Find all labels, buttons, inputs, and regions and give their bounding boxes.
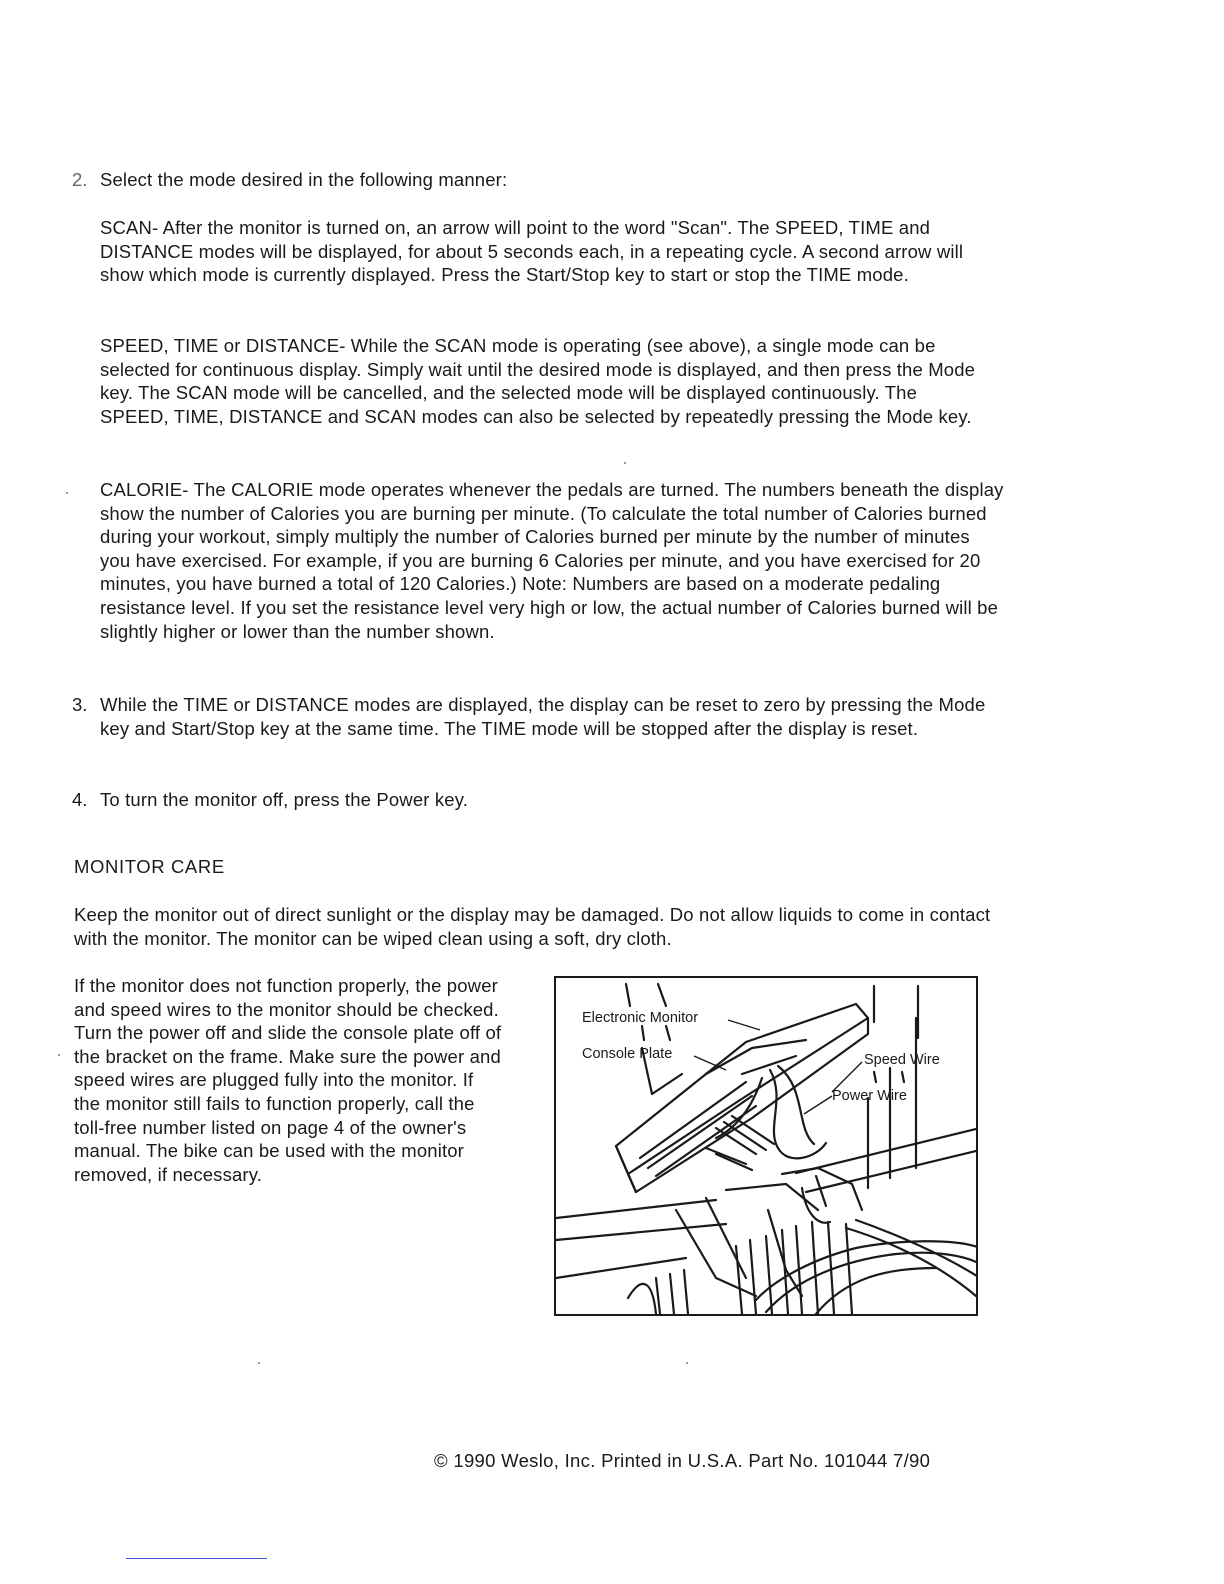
calorie-paragraph: CALORIE- The CALORIE mode operates whenever the pedals are turned. The numbers beneath the display show the number of Calories you are burning per minute. (To calculate the total number of Calories burned during your workout, simply multiply the number of Calories burned per minute by the number of minutes you have exercised. For example, if you are burning 6 Calories per minute, and you have exercised for 20 minutes, you have burned a total of 120 Calories.) Note: Numbers are based on a moderate pedaling resistance level. If you set the resistance level very high or low, the actual number of Calories burned will be slightly higher or lower than the number shown. — [100, 479, 1004, 642]
step-2-intro: Select the mode desired in the following manner: — [100, 169, 508, 190]
scan-speck — [258, 1362, 260, 1364]
step-3-text: While the TIME or DISTANCE modes are displayed, the display can be reset to zero by pressing the Mode key and Start/Stop key at the same time. The TIME mode will be stopped after the display is reset. — [100, 694, 986, 739]
scan-speck — [58, 1054, 60, 1056]
step-3-number: 3. — [72, 694, 88, 715]
scan-speck — [686, 1362, 688, 1364]
step-4-text: To turn the monitor off, press the Power key. — [100, 789, 469, 810]
scan-paragraph: SCAN- After the monitor is turned on, an arrow will point to the word "Scan". The SPEED, TIME and DISTANCE modes will be displayed, for about 5 seconds each, in a repeating cycle. A second arrow will show which mode is currently displayed. Press the Start/Stop key to start or stop the TIME mode. — [100, 217, 964, 286]
copyright-footer: © 1990 Weslo, Inc. Printed in U.S.A. Part No. 101044 7/90 — [434, 1450, 931, 1471]
step-2-number: 2. — [72, 169, 88, 190]
label-electronic-monitor: Electronic Monitor — [582, 1010, 699, 1026]
label-console-plate: Console Plate — [582, 1046, 673, 1062]
monitor-care-heading: MONITOR CARE — [74, 856, 225, 877]
step-4-number: 4. — [72, 789, 88, 810]
scan-rule-line — [126, 1558, 267, 1559]
monitor-care-paragraph-1: Keep the monitor out of direct sunlight or the display may be damaged. Do not allow liquids to come in contact with the monitor. The monitor can be wiped clean using a soft, dry cloth. — [74, 904, 991, 949]
scan-speck — [624, 462, 626, 464]
label-power-wire: Power Wire — [832, 1088, 907, 1104]
monitor-installation-figure — [554, 976, 978, 1316]
bike-console-illustration — [556, 978, 978, 1316]
label-speed-wire: Speed Wire — [864, 1052, 940, 1068]
speed-time-distance-paragraph: SPEED, TIME or DISTANCE- While the SCAN mode is operating (see above), a single mode can be selected for continuous display. Simply wait until the desired mode is displayed, and then press the Mode key. The SCAN mode will be cancelled, and the selected mode will be displayed continuously. The SPEED, TIME, DISTANCE and SCAN modes can also be selected by repeatedly pressing the Mode key. — [100, 335, 976, 427]
scan-speck — [66, 492, 68, 494]
monitor-care-paragraph-2: If the monitor does not function properly, the power and speed wires to the monitor should be checked. Turn the power off and slide the console plate off of the bracket on the frame. Make sure the power and speed wires are plugged fully into the monitor. If the monitor still fails to function properly, call the toll-free number listed on page 4 of the owner's manual. The bike can be used with the monitor removed, if necessary. — [74, 975, 502, 1185]
